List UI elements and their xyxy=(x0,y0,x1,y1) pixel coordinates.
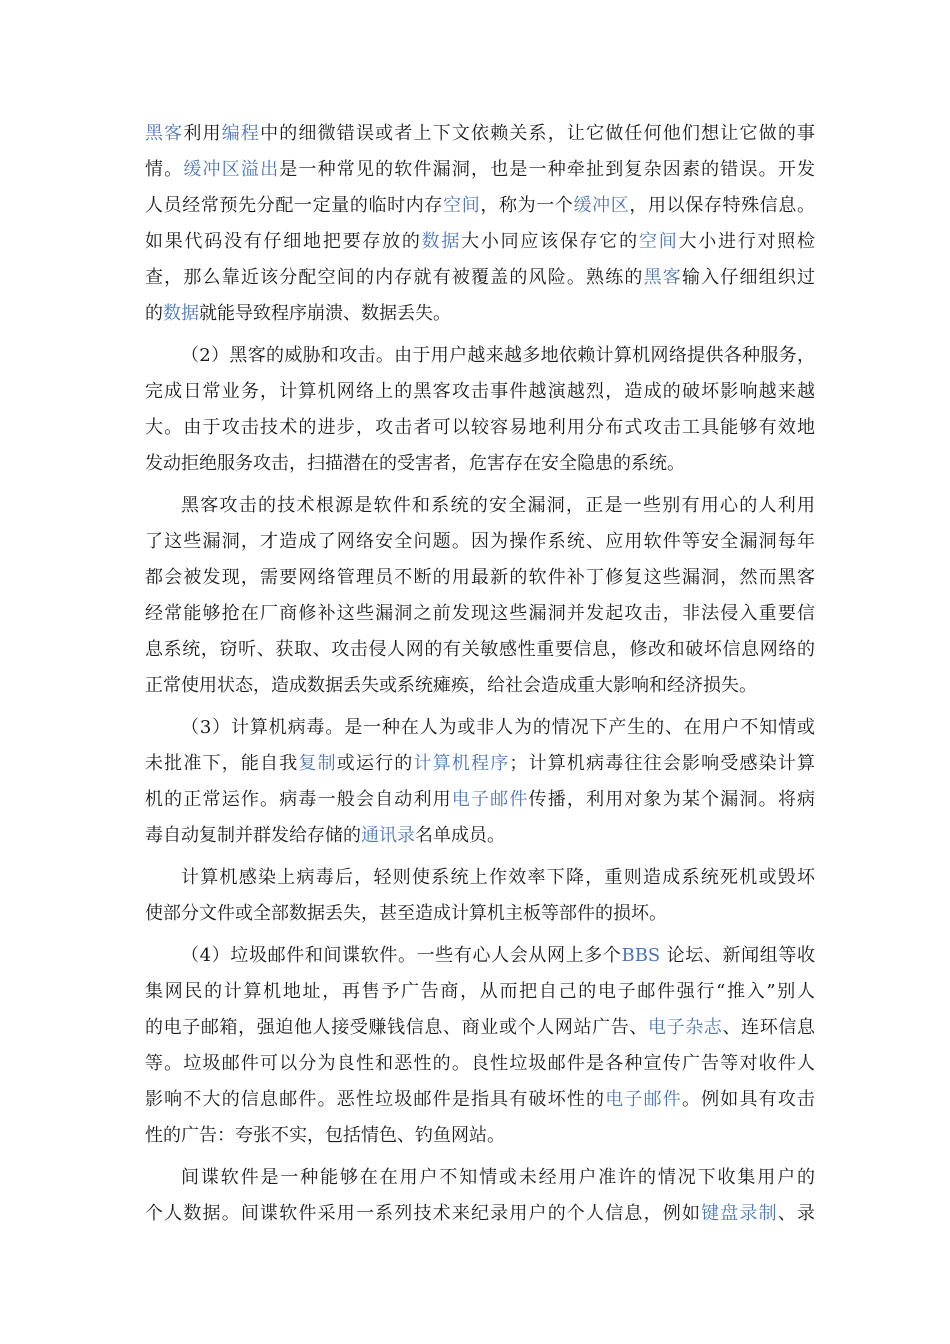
text-run: 或运行的 xyxy=(336,753,414,774)
text-line xyxy=(145,602,815,626)
text-run: ；计算机病毒往往会影响受感染计算 xyxy=(509,753,816,774)
term-link[interactable]: 数据 xyxy=(163,303,199,324)
text-run: 的 xyxy=(145,303,163,324)
text-line xyxy=(145,1088,815,1112)
text-run: 人员经常预先分配一定量的临时内存 xyxy=(145,195,444,216)
text-run: 查，那么靠近该分配空间的内存就有被覆盖的风险。熟练的 xyxy=(145,267,644,288)
text-line xyxy=(145,566,815,590)
term-link[interactable]: 电子邮件 xyxy=(605,1089,682,1110)
text-run: 就能导致程序崩溃、数据丢失。 xyxy=(199,303,451,324)
text-line xyxy=(145,1166,815,1190)
term-link[interactable]: 黑客 xyxy=(643,267,682,288)
text-run: 计算机感染上病毒后，轻则使系统上作效率下降，重则造成系统死机或毁坏 xyxy=(181,867,815,888)
text-line xyxy=(145,494,815,518)
text-line xyxy=(145,866,815,890)
text-run: 息系统，窃听、获取、攻击侵人网的有关敏感性重要信息，修改和破坏信息网络的 xyxy=(145,639,815,660)
term-link[interactable]: 缓冲区 xyxy=(573,195,630,216)
term-link[interactable]: BBS xyxy=(621,945,661,966)
text-run: 间谍软件是一种能够在在用户不知情或未经用户准许的情况下收集用户的 xyxy=(181,1167,815,1188)
text-line xyxy=(145,752,815,776)
text-run: 使部分文件或全部数据丢失，甚至造成计算机主板等部件的损坏。 xyxy=(145,903,667,924)
text-run: 影响不大的信息邮件。恶性垃圾邮件是指具有破坏性的 xyxy=(145,1089,606,1110)
text-line xyxy=(145,788,815,812)
text-run: 了这些漏洞，才造成了网络安全问题。因为操作系统、应用软件等安全漏洞每年 xyxy=(145,531,815,552)
text-run: 是一种常见的软件漏洞，也是一种牵扯到复杂因素的错误。开发 xyxy=(279,159,816,180)
text-run: 、连环信息 xyxy=(722,1017,815,1038)
text-line xyxy=(145,416,815,440)
term-link[interactable]: 空间 xyxy=(638,231,679,252)
text-run: 大小进行对照检 xyxy=(678,231,816,252)
text-run: （2）黑客的威胁和攻击。由于用户越来越多地依赖计算机网络提供各种服务， xyxy=(181,345,815,366)
text-line xyxy=(145,674,815,698)
text-run: （3）计算机病毒。是一种在人为或非人为的情况下产生的、在用户不知情或 xyxy=(181,717,815,738)
text-line xyxy=(145,122,815,146)
text-line xyxy=(145,194,815,218)
text-line xyxy=(145,944,815,968)
text-line xyxy=(145,824,815,848)
text-run: 中的细微错误或者上下文依赖关系，让它做任何他们想让它做的事 xyxy=(260,123,816,144)
text-run: 等。垃圾邮件可以分为良性和恶性的。良性垃圾邮件是各种宣传广告等对收件人 xyxy=(145,1053,815,1074)
term-link[interactable]: 通讯录 xyxy=(361,825,415,846)
text-run: 传播，利用对象为某个漏洞。将病 xyxy=(528,789,816,810)
text-line xyxy=(145,302,815,326)
text-run: 利用 xyxy=(183,123,222,144)
term-link[interactable]: 编程 xyxy=(221,123,261,144)
term-link[interactable]: 电子邮件 xyxy=(451,789,529,810)
term-link[interactable]: 缓冲区溢出 xyxy=(183,159,280,180)
text-line xyxy=(145,1052,815,1076)
text-run: 个人数据。间谍软件采用一系列技术来纪录用户的个人信息，例如 xyxy=(145,1203,702,1224)
text-run: ，称为一个 xyxy=(480,195,574,216)
text-run: 经常能够抢在厂商修补这些漏洞之前发现这些漏洞并发起攻击，非法侵入重要信 xyxy=(145,603,815,624)
text-line xyxy=(145,530,815,554)
text-run: 都会被发现，需要网络管理员不断的用最新的软件补丁修复这些漏洞，然而黑客 xyxy=(145,567,815,588)
text-line xyxy=(145,980,815,1004)
text-line xyxy=(145,452,815,476)
text-run: 未批准下，能自我 xyxy=(145,753,299,774)
text-run: 性的广告：夸张不实，包括情色、钓鱼网站。 xyxy=(145,1125,505,1146)
text-run: 情。 xyxy=(145,159,184,180)
text-run: 名单成员。 xyxy=(415,825,505,846)
text-run: 完成日常业务，计算机网络上的黑客攻击事件越演越烈，造成的破坏影响越来越 xyxy=(145,381,815,402)
text-run: 毒自动复制并群发给存储的 xyxy=(145,825,361,846)
term-link[interactable]: 键盘录制 xyxy=(701,1203,778,1224)
text-line xyxy=(145,266,815,290)
text-run: ，用以保存特殊信息。 xyxy=(629,195,816,216)
term-link[interactable]: 空间 xyxy=(443,195,481,216)
text-run: 大小同应该保存它的 xyxy=(461,231,639,252)
text-run: 大。由于攻击技术的进步，攻击者可以较容易地利用分布式攻击工具能够有效地 xyxy=(145,417,815,438)
text-line xyxy=(145,1124,815,1148)
text-run: 论坛、新闻组等收 xyxy=(660,945,815,966)
term-link[interactable]: 电子杂志 xyxy=(647,1017,723,1038)
text-run: 发动拒绝服务攻击，扫描潜在的受害者，危害存在安全隐患的系统。 xyxy=(145,453,685,474)
text-line xyxy=(145,716,815,740)
text-line xyxy=(145,638,815,662)
term-link[interactable]: 数据 xyxy=(421,231,462,252)
term-link[interactable]: 黑客 xyxy=(145,123,184,144)
text-run: 集网民的计算机地址，再售予广告商，从而把自己的电子邮件强行“推入”别人 xyxy=(145,981,815,1002)
text-run: 输入仔细组织过 xyxy=(681,267,816,288)
text-line xyxy=(145,230,815,254)
text-run: （4）垃圾邮件和间谍软件。一些有心人会从网上多个 xyxy=(181,945,622,966)
text-run: 。例如具有攻击 xyxy=(681,1089,816,1110)
text-line xyxy=(145,1202,815,1226)
term-link[interactable]: 复制 xyxy=(298,753,337,774)
text-run: 如果代码没有仔细地把要存放的 xyxy=(145,231,422,252)
text-line xyxy=(145,1016,815,1040)
text-run: 、录 xyxy=(777,1203,816,1224)
term-link[interactable]: 计算机程序 xyxy=(413,753,510,774)
text-line xyxy=(145,344,815,368)
text-run: 黑客攻击的技术根源是软件和系统的安全漏洞，正是一些别有用心的人利用 xyxy=(181,495,815,516)
text-line xyxy=(145,158,815,182)
text-run: 的电子邮箱，强迫他人接受赚钱信息、商业或个人网站广告、 xyxy=(145,1017,648,1038)
text-run: 机的正常运作。病毒一般会自动利用 xyxy=(145,789,452,810)
text-line xyxy=(145,380,815,404)
text-run: 正常使用状态，造成数据丢失或系统瘫痪，给社会造成重大影响和经济损失。 xyxy=(145,675,757,696)
text-line xyxy=(145,902,815,926)
